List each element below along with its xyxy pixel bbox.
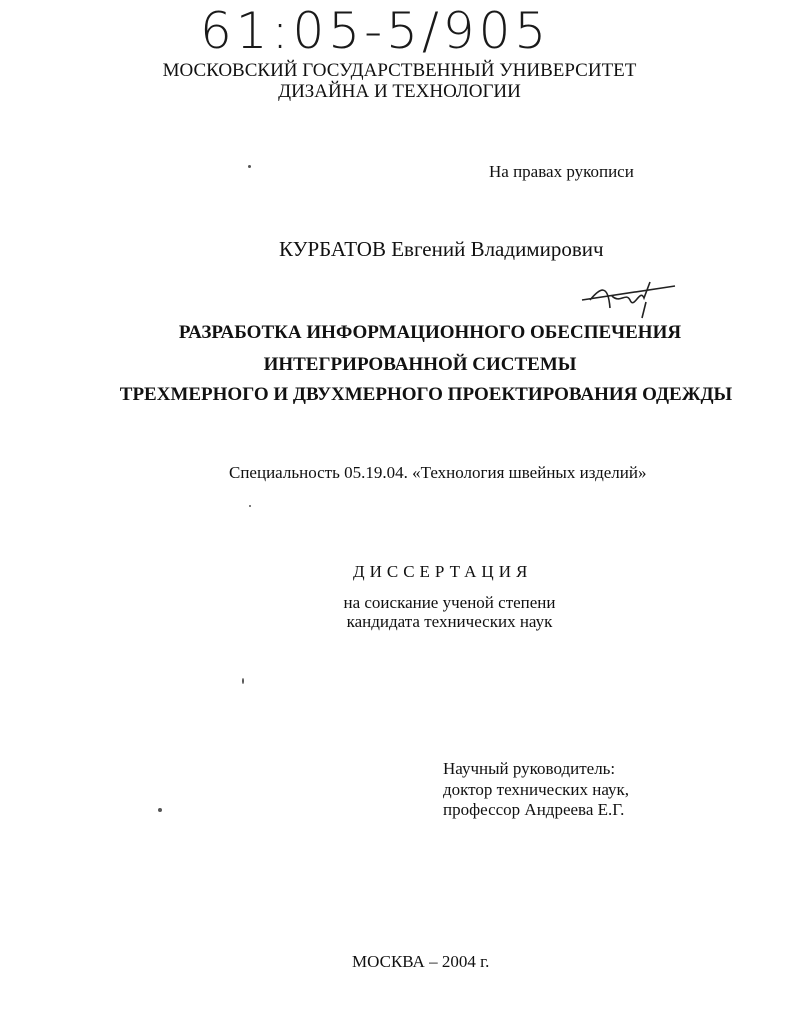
university-name-line1: МОСКОВСКИЙ ГОСУДАРСТВЕННЫЙ УНИВЕРСИТЕТ bbox=[162, 60, 637, 81]
supervisor-line2: доктор технических наук, bbox=[443, 780, 630, 799]
footer-city-year: МОСКВА – 2004 г. bbox=[352, 952, 490, 971]
scan-speck bbox=[248, 165, 251, 168]
handwritten-code: 61:05-5/905 bbox=[200, 2, 551, 60]
scan-speck bbox=[242, 678, 244, 684]
author-name: КУРБАТОВ Евгений Владимирович bbox=[279, 237, 604, 261]
manuscript-note: На правах рукописи bbox=[489, 162, 634, 181]
title-line2: ИНТЕГРИРОВАННОЙ СИСТЕМЫ bbox=[263, 354, 577, 375]
title-line3: ТРЕХМЕРНОГО И ДВУХМЕРНОГО ПРОЕКТИРОВАНИЯ ОДЕЖДЫ bbox=[119, 384, 733, 405]
specialty: Специальность 05.19.04. «Технология швейных изделий» bbox=[229, 463, 647, 482]
degree-line1: на соискание ученой степени bbox=[343, 593, 556, 612]
scan-speck bbox=[158, 808, 162, 812]
supervisor-line1: Научный руководитель: bbox=[443, 759, 616, 778]
supervisor-line3: профессор Андреева Е.Г. bbox=[443, 800, 625, 819]
scan-speck bbox=[249, 505, 251, 507]
university-name-line2: ДИЗАЙНА И ТЕХНОЛОГИИ bbox=[278, 81, 521, 102]
title-line1: РАЗРАБОТКА ИНФОРМАЦИОННОГО ОБЕСПЕЧЕНИЯ bbox=[178, 322, 682, 343]
dissertation-label: ДИССЕРТАЦИЯ bbox=[353, 562, 533, 581]
signature-icon bbox=[580, 278, 680, 323]
degree-line2: кандидата технических наук bbox=[346, 612, 553, 631]
